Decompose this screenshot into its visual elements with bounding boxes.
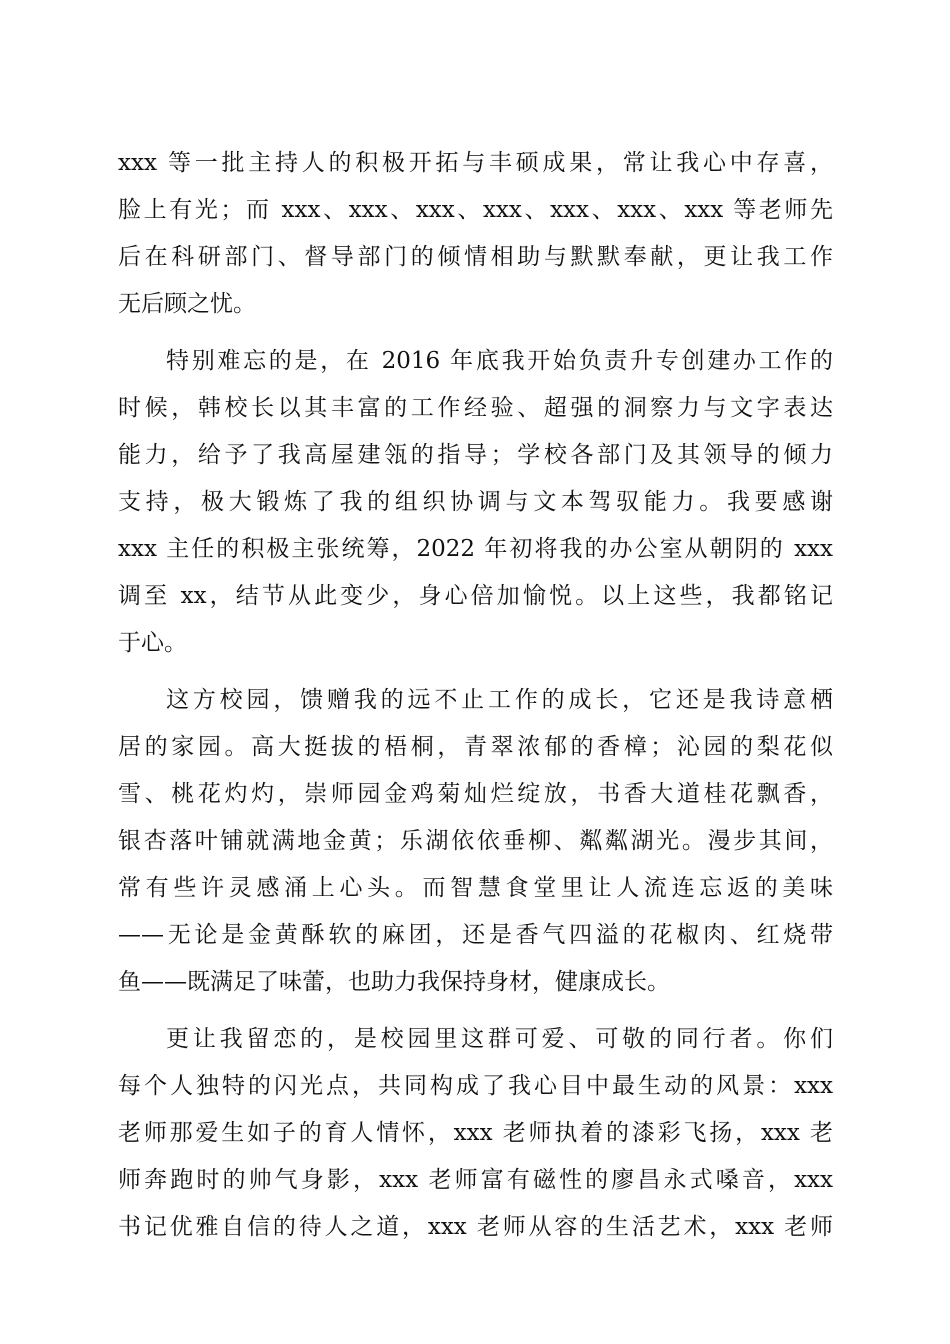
text-line: 常有些许灵感涌上心头。而智慧食堂里让人流连忘返的美味 — [118, 875, 833, 901]
text-line: 能力，给予了我高屋建瓴的指导；学校各部门及其领导的倾力 — [118, 442, 833, 468]
text-line: 银杏落叶铺就满地金黄；乐湖依依垂柳、粼粼湖光。漫步其间， — [118, 828, 833, 854]
text-line: 鱼——既满足了味蕾，也助力我保持身材，健康成长。 — [118, 969, 670, 995]
text-line: 脸上有光；而 xxx、xxx、xxx、xxx、xxx、xxx、xxx 等老师先 — [118, 197, 833, 223]
paragraph — [118, 677, 833, 1006]
text-line: 居的家园。高大挺拔的梧桐，青翠浓郁的香樟；沁园的梨花似 — [118, 734, 833, 760]
paragraph — [118, 338, 833, 667]
text-line: 书记优雅自信的待人之道，xxx 老师从容的生活艺术，xxx 老师 — [118, 1214, 833, 1240]
paragraph — [118, 140, 833, 328]
text-line: 特别难忘的是，在 2016 年底我开始负责升专创建办工作的 — [166, 348, 833, 374]
text-line: 于心。 — [118, 630, 187, 656]
text-line: 时候，韩校长以其丰富的工作经验、超强的洞察力与文字表达 — [118, 395, 833, 421]
text-line: 师奔跑时的帅气身影，xxx 老师富有磁性的廖昌永式嗓音，xxx — [118, 1167, 833, 1193]
text-line: 雪、桃花灼灼，崇师园金鸡菊灿烂绽放，书香大道桂花飘香， — [118, 781, 833, 807]
text-line: 每个人独特的闪光点，共同构成了我心目中最生动的风景：xxx — [118, 1073, 833, 1099]
text-line: 老师那爱生如子的育人情怀，xxx 老师执着的漆彩飞扬，xxx 老 — [118, 1120, 833, 1146]
paragraph-gap — [118, 328, 833, 338]
text-line: xxx 等一批主持人的积极开拓与丰硕成果，常让我心中存喜， — [118, 150, 833, 176]
paragraph-gap — [118, 667, 833, 677]
text-line: 更让我留恋的，是校园里这群可爱、可敬的同行者。你们 — [166, 1026, 833, 1052]
text-line: 这方校园，馈赠我的远不止工作的成长，它还是我诗意栖 — [166, 687, 833, 713]
body-text — [118, 140, 833, 1251]
text-line: xxx 主任的积极主张统筹，2022 年初将我的办公室从朝阴的 xxx — [118, 536, 833, 562]
text-line: 无后顾之忧。 — [118, 291, 256, 317]
text-line: ——无论是金黄酥软的麻团，还是香气四溢的花椒肉、红烧带 — [118, 922, 833, 948]
paragraph-gap — [118, 1006, 833, 1016]
text-line: 后在科研部门、督导部门的倾情相助与默默奉献，更让我工作 — [118, 244, 833, 270]
paragraph — [118, 1016, 833, 1251]
text-line: 支持，极大锻炼了我的组织协调与文本驾驭能力。我要感谢 — [118, 489, 833, 515]
text-line: 调至 xx，结节从此变少，身心倍加愉悦。以上这些，我都铭记 — [118, 583, 833, 609]
